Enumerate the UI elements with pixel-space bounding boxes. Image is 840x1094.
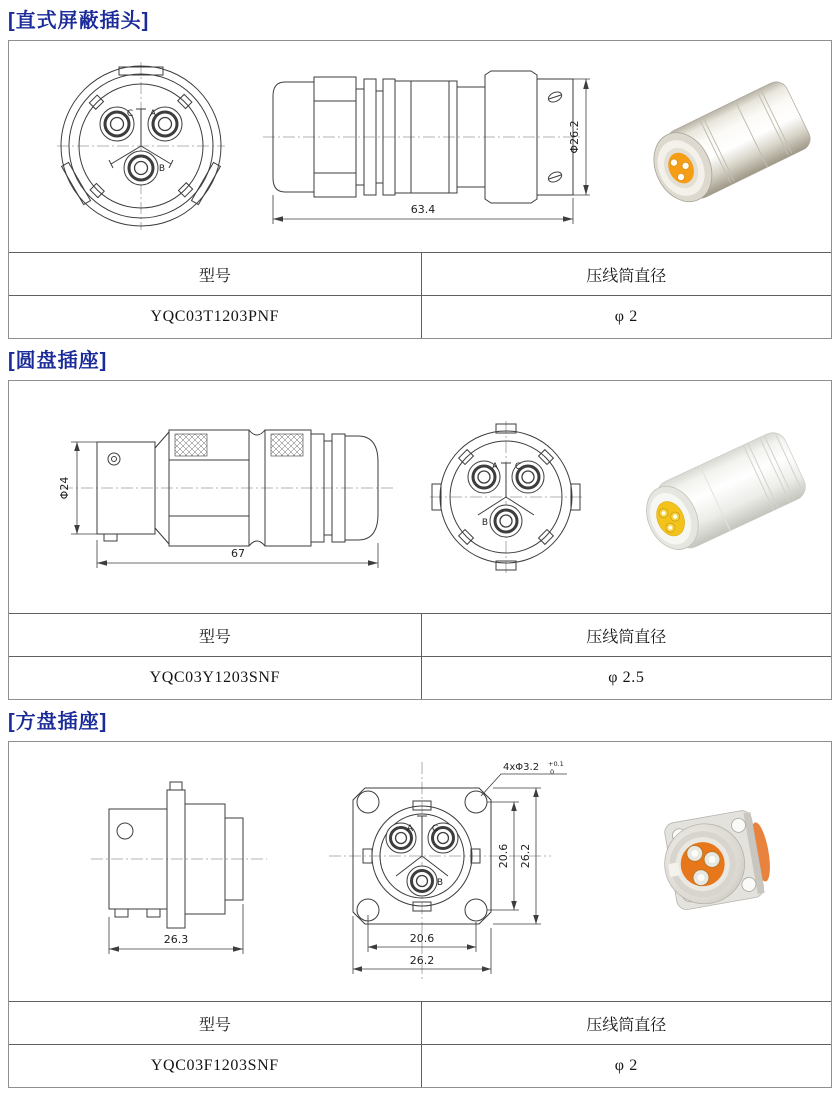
side-view-drawing: [87, 774, 272, 969]
section-panel: [8, 741, 832, 1088]
drawing-area: [9, 742, 831, 1001]
diameter-header: 压线筒直径: [422, 614, 831, 657]
length-dimension: 63.4: [410, 203, 436, 216]
diameter-dimension: Φ24: [58, 476, 71, 499]
tolerance-upper: +0.1: [548, 760, 564, 768]
spec-table: [9, 613, 831, 699]
section-round-flange-socket: [8, 348, 832, 700]
side-view-drawing: [259, 49, 594, 244]
model-header: 型号: [9, 253, 422, 296]
front-view-drawing: [426, 417, 586, 577]
diameter-value: φ 2: [614, 1057, 638, 1074]
tolerance-lower: 0: [550, 768, 555, 776]
pin-label-bottom: B: [436, 878, 444, 888]
spec-table: [9, 1001, 831, 1087]
section-panel: [8, 380, 832, 700]
section-square-flange-socket: [8, 709, 832, 1088]
front-view-drawing: [51, 54, 231, 239]
model-header: 型号: [9, 1002, 422, 1045]
product-photo: [620, 789, 795, 954]
diameter-header: 压线筒直径: [422, 253, 831, 296]
spec-table: [9, 252, 831, 338]
front-view-drawing: [321, 754, 571, 989]
inner-span-v: 20.6: [497, 843, 510, 869]
model-value: YQC03T1203PNF: [9, 296, 422, 338]
section-title: [方盘插座]: [8, 711, 108, 733]
section-title: [圆盘插座]: [8, 350, 108, 372]
section-straight-shielded-plug: [8, 8, 832, 339]
pin-label-left: A: [406, 824, 414, 834]
inner-span-h: 20.6: [409, 932, 435, 945]
pin-label-bottom: B: [158, 164, 166, 174]
diameter-header: 压线筒直径: [422, 1002, 831, 1045]
model-header: 型号: [9, 614, 422, 657]
outer-span-v: 26.2: [519, 843, 532, 869]
pin-label-right: A: [149, 109, 157, 119]
pin-label-left: C: [126, 109, 134, 119]
pin-label-right: C: [514, 462, 522, 472]
side-view-drawing: [57, 410, 397, 585]
outer-span-h: 26.2: [409, 954, 435, 967]
length-dimension: 26.3: [163, 933, 189, 946]
length-dimension: 67: [231, 546, 245, 560]
model-value: YQC03Y1203SNF: [9, 657, 422, 699]
pin-label-right: C: [431, 824, 439, 834]
hole-callout: 4xΦ3.2: [503, 762, 540, 773]
drawing-area: [9, 381, 831, 613]
product-photo: [622, 67, 817, 227]
section-panel: [8, 40, 832, 339]
drawing-area: [9, 41, 831, 252]
diameter-value: φ 2: [614, 308, 638, 325]
diameter-value: φ 2.5: [608, 669, 645, 686]
model-value: YQC03F1203SNF: [9, 1045, 422, 1087]
section-title: [直式屏蔽插头]: [8, 10, 150, 32]
diameter-dimension: Φ26.2: [568, 120, 581, 154]
product-photo: [615, 420, 815, 575]
pin-label-left: A: [491, 462, 499, 472]
pin-label-bottom: B: [481, 518, 489, 528]
